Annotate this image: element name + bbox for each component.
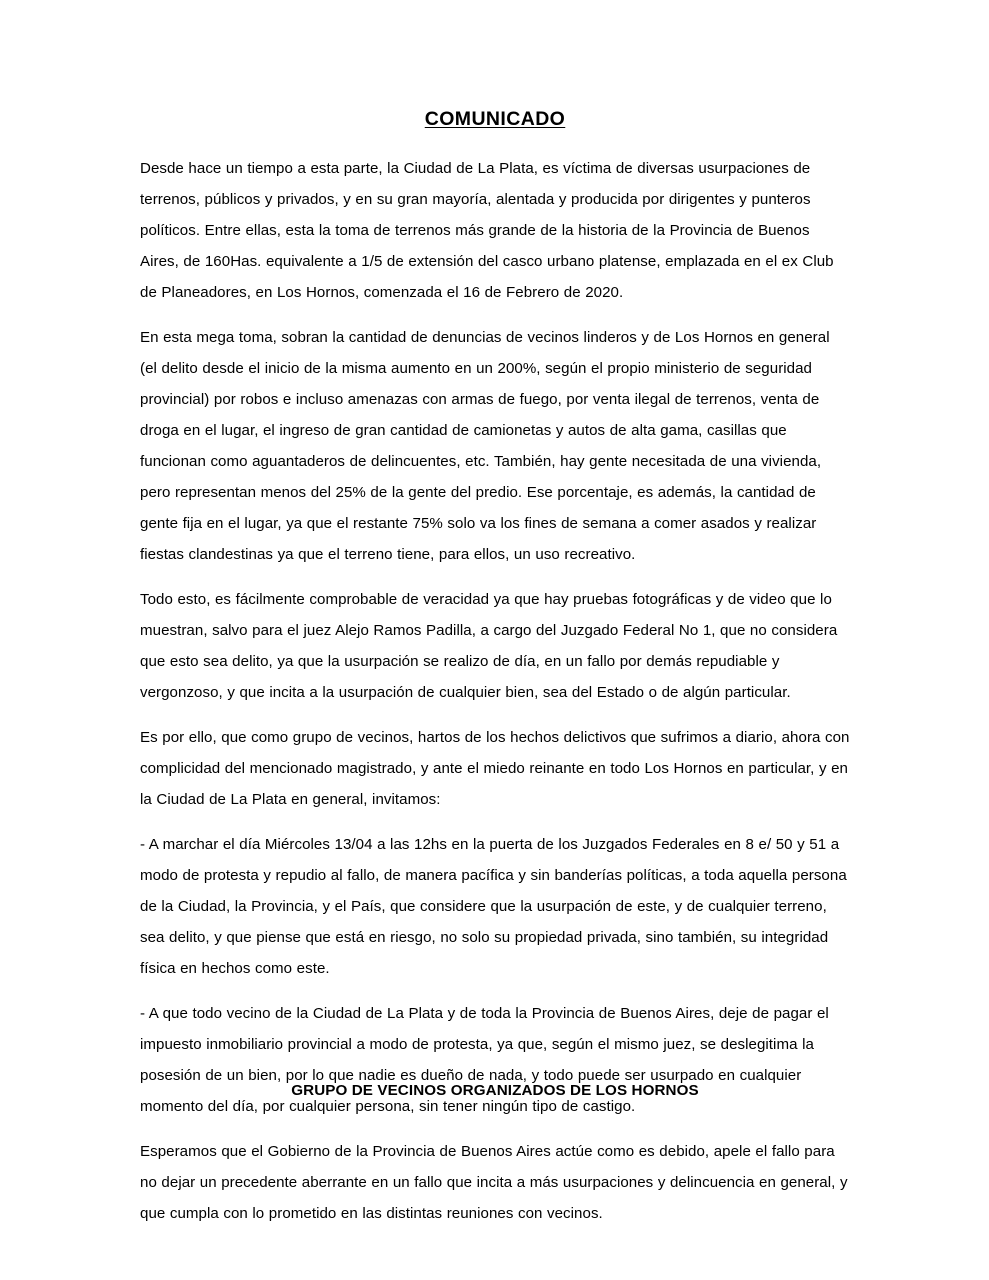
paragraph-5: - A marchar el día Miércoles 13/04 a las 12hs en la puerta de los Juzgados Federales en 8 e/ 50 y 51 a modo de protesta y repudio al fallo, de manera pacífica y sin banderías políticas, a toda aquella persona de la Ciudad, la Provincia, y el País, que considere que la usurpación de este, y de cualquier terreno, sea delito, y que piense que está en riesgo, no solo su propiedad privada, sino también, su integridad física en hechos como este. xyxy=(140,836,847,977)
paragraph-7: Esperamos que el Gobierno de la Provincia de Buenos Aires actúe como es debido, apele el fallo para no dejar un precedente aberrante en un fallo que incita a más usurpaciones y delincuencia en general, y que cumpla con lo prometido en las distintas reuniones con vecinos. xyxy=(140,1143,848,1222)
page-title: COMUNICADO xyxy=(424,108,566,130)
document-signature: GRUPO DE VECINOS ORGANIZADOS DE LOS HORNOS xyxy=(291,1082,699,1099)
paragraph-3: Todo esto, es fácilmente comprobable de veracidad ya que hay pruebas fotográficas y de video que lo muestran, salvo para el juez Alejo Ramos Padilla, a cargo del Juzgado Federal No 1, que no considera que esto sea delito, ya que la usurpación se realizo de día, en un fallo por demás repudiable y vergonzoso, y que incita a la usurpación de cualquier bien, sea del Estado o de algún particular. xyxy=(140,591,838,701)
paragraph-1: Desde hace un tiempo a esta parte, la Ciudad de La Plata, es víctima de diversas usurpaciones de terrenos, públicos y privados, y en su gran mayoría, alentada y producida por dirigentes y punteros políticos. Entre ellas, esta la toma de terrenos más grande de la historia de la Provincia de Buenos Aires, de 160Has. equivalente a 1/5 de extensión del casco urbano platense, emplazada en el ex Club de Planeadores, en Los Hornos, comenzada el 16 de Febrero de 2020. xyxy=(140,160,834,301)
document-body xyxy=(140,108,850,1229)
paragraph-2: En esta mega toma, sobran la cantidad de denuncias de vecinos linderos y de Los Hornos en general (el delito desde el inicio de la misma aumento en un 200%, según el propio ministerio de seguridad provincial) por robos e incluso amenazas con armas de fuego, por venta ilegal de terrenos, venta de droga en el lugar, el ingreso de gran cantidad de camionetas y autos de alta gama, casillas que funcionan como aguantaderos de delincuentes, etc. También, hay gente necesitada de una vivienda, pero representan menos del 25% de la gente del predio. Ese porcentaje, es además, la cantidad de gente fija en el lugar, ya que el restante 75% solo va los fines de semana a comer asados y realizar fiestas clandestinas ya que el terreno tiene, para ellos, un uso recreativo. xyxy=(140,329,830,563)
paragraph-4: Es por ello, que como grupo de vecinos, hartos de los hechos delictivos que sufrimos a diario, ahora con complicidad del mencionado magistrado, y ante el miedo reinante en todo Los Hornos en particular, y en la Ciudad de La Plata en general, invitamos: xyxy=(140,729,850,808)
paragraph-6: - A que todo vecino de la Ciudad de La Plata y de toda la Provincia de Buenos Aires, deje de pagar el impuesto inmobiliario provincial a modo de protesta, ya que, según el mismo juez, se deslegitima la posesión de un bien, por lo que nadie es dueño de nada, y todo puede ser usurpado en cualquier momento del día, por cualquier persona, sin tener ningún tipo de castigo. xyxy=(140,1005,829,1115)
